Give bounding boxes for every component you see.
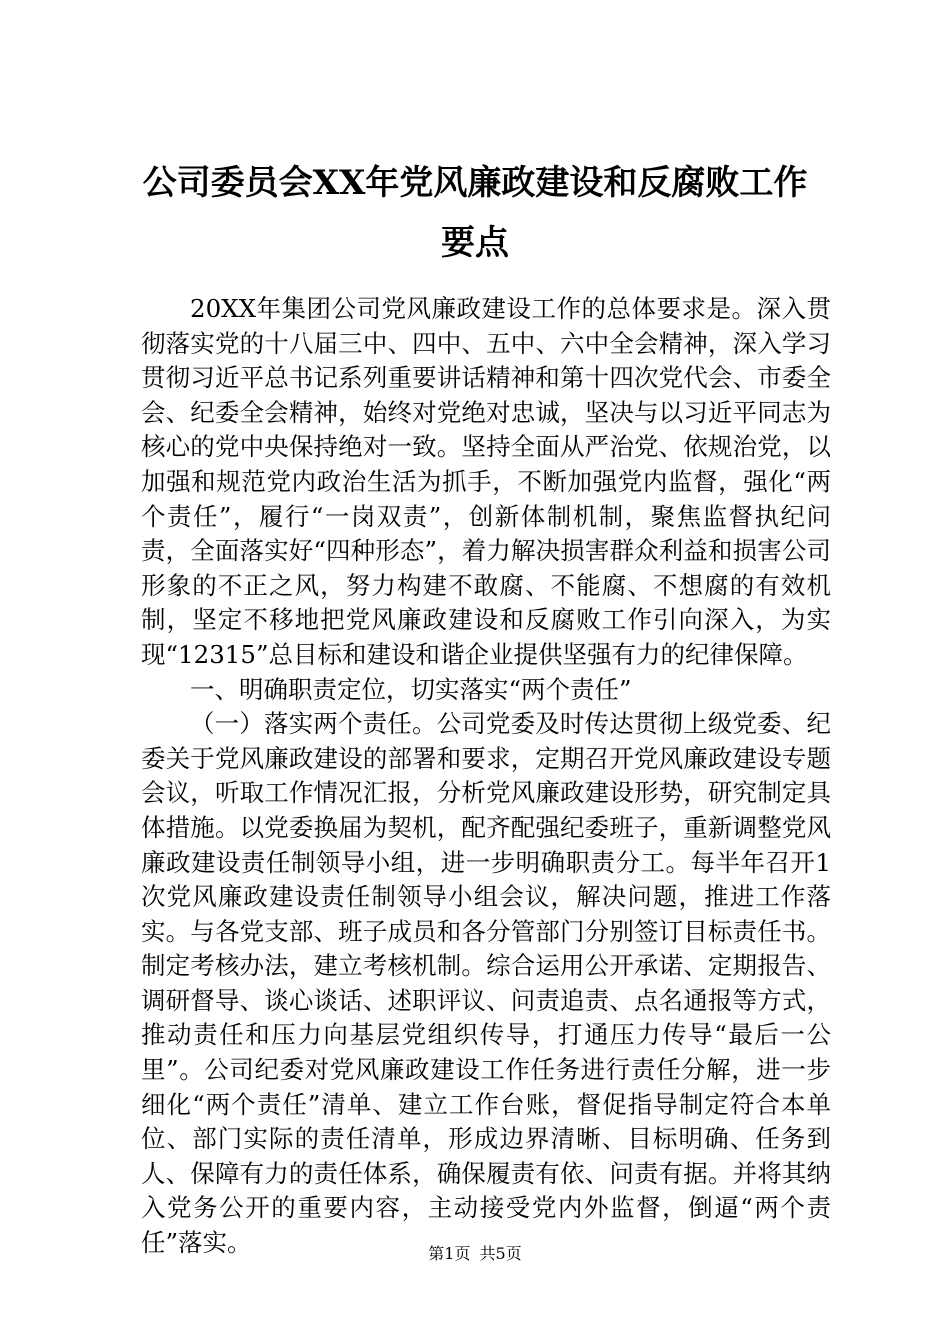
document-body (141, 292, 831, 1261)
paragraph-subsection-1: （一）落实两个责任。公司党委及时传达贯彻上级党委、纪委关于党风廉政建设的部署和要求，定期召开党风廉政建设专题会议，听取工作情况汇报，分析党风廉政建设形势，研究制定具体措施。以党委换届为契机，配齐配强纪委班子，重新调整党风廉政建设责任制领导小组，进一步明确职责分工。每半年召开1次党风廉政建设责任制领导小组会议，解决问题，推进工作落实。与各党支部、班子成员和各分管部门分别签订目标责任书。制定考核办法，建立考核机制。综合运用公开承诺、定期报告、调研督导、谈心谈话、述职评议、问责追责、点名通报等方式，推动责任和压力向基层党组织传导，打通压力传导“最后一公里”。公司纪委对党风廉政建设工作任务进行责任分解，进一步细化“两个责任”清单、建立工作台账，督促指导制定符合本单位、部门实际的责任清单，形成边界清晰、目标明确、任务到人、保障有力的责任体系，确保履责有依、问责有据。并将其纳入党务公开的重要内容，主动接受党内外监督，倒逼“两个责任”落实。 (141, 709, 831, 1258)
page-footer (0, 1244, 950, 1264)
page-number: 第1页 (428, 1244, 471, 1263)
section-heading-1: 一、明确职责定位，切实落实“两个责任” (190, 674, 632, 704)
paragraph-general-requirements: 20XX年集团公司党风廉政建设工作的总体要求是。深入贯彻落实党的十八届三中、四中、五中、六中全会精神，深入学习贯彻习近平总书记系列重要讲话精神和第十四次党代会、市委全会、纪委全会精神，始终对党绝对忠诚，坚决与以习近平同志为核心的党中央保持绝对一致。坚持全面从严治党、依规治党，以加强和规范党内政治生活为抓手，不断加强党内监督，强化“两个责任”，履行“一岗双责”，创新体制机制，聚焦监督执纪问责，全面落实好“四种形态”，着力解决损害群众利益和损害公司形象的不正之风，努力构建不敢腐、不能腐、不想腐的有效机制，坚定不移地把党风廉政建设和反腐败工作引向深入，为实现“12315”总目标和建设和谐企业提供坚强有力的纪律保障。 (141, 294, 831, 669)
document-title-line-1: 公司委员会XX年党风廉政建设和反腐败工作 (142, 163, 808, 203)
document-title-line-2: 要点 (441, 223, 509, 263)
page-total: 共5页 (479, 1244, 522, 1263)
